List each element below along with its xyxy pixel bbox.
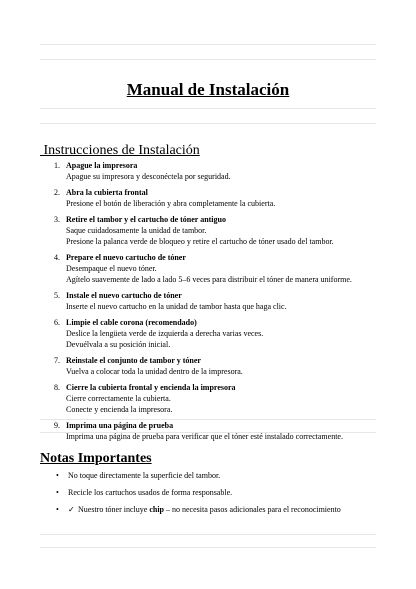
step-item (40, 160, 380, 182)
step-description: Deslice la lengüeta verde de izquierda a derecha varias veces. (66, 329, 264, 338)
note-text: No toque directamente la superficie del tambor. (68, 471, 221, 480)
step-description: Desempaque el nuevo tóner. (66, 264, 157, 273)
bullet-icon: • (56, 471, 59, 480)
steps-list (40, 160, 380, 447)
step-item (40, 355, 380, 377)
step-item (40, 420, 380, 442)
step-description: Imprima una página de prueba para verificar que el tóner esté instalado correctamente. (66, 432, 343, 441)
step-description: Cierre correctamente la cubierta. (66, 394, 171, 403)
divider (40, 547, 376, 548)
step-description: Agítelo suavemente de lado a lado 5–6 veces para distribuir el tóner de manera uniforme. (66, 275, 352, 284)
step-number: 2. (54, 188, 60, 197)
step-description: Presione el botón de liberación y abra completamente la cubierta. (66, 199, 276, 208)
step-number: 7. (54, 356, 60, 365)
page-title: Manual de Instalación (126, 80, 290, 99)
step-title: Apague la impresora (66, 161, 138, 170)
step-item (40, 214, 380, 247)
step-title: Abra la cubierta frontal (66, 188, 148, 197)
step-title: Prepare el nuevo cartucho de tóner (66, 253, 186, 262)
bullet-icon: • (56, 488, 59, 497)
step-item (40, 290, 380, 312)
note-text: – no necesita pasos adicionales para el reconocimiento (163, 505, 341, 514)
step-item (40, 317, 380, 350)
divider (40, 534, 376, 535)
step-description: Apague su impresora y desconéctela por seguridad. (66, 172, 231, 181)
step-description: Presione la palanca verde de bloqueo y retire el cartucho de tóner usado del tambor. (66, 237, 334, 246)
step-description: Saque cuidadosamente la unidad de tambor. (66, 226, 207, 235)
step-number: 6. (54, 318, 60, 327)
step-title: Retire el tambor y el cartucho de tóner antiguo (66, 215, 226, 224)
step-title: Imprima una página de prueba (66, 421, 174, 430)
step-number: 8. (54, 383, 60, 392)
divider (40, 59, 376, 60)
note-text: Recicle los cartuchos usados de forma responsable. (68, 488, 233, 497)
step-title: Reinstale el conjunto de tambor y tóner (66, 356, 201, 365)
note-item (40, 470, 380, 481)
note-bold-text: chip (149, 505, 164, 514)
step-title: Limpie el cable corona (recomendado) (66, 318, 197, 327)
note-item (40, 487, 380, 498)
divider (40, 123, 376, 124)
step-item (40, 252, 380, 285)
step-item (40, 382, 380, 415)
bullet-icon: • (56, 505, 59, 514)
step-title: Cierre la cubierta frontal y encienda la impresora (66, 383, 236, 392)
instructions-heading: Instrucciones de Instalación (40, 143, 200, 158)
step-description: Devuélvala a su posición inicial. (66, 340, 171, 349)
divider (40, 44, 376, 45)
note-text: Nuestro tóner incluye (78, 505, 150, 514)
step-number: 4. (54, 253, 60, 262)
step-description: Conecte y encienda la impresora. (66, 405, 173, 414)
note-item (40, 504, 380, 515)
notes-list (40, 470, 380, 521)
step-description: Vuelva a colocar toda la unidad dentro de la impresora. (66, 367, 243, 376)
step-description: Inserte el nuevo cartucho en la unidad de tambor hasta que haga clic. (66, 302, 287, 311)
step-number: 9. (54, 421, 60, 430)
step-number: 5. (54, 291, 60, 300)
step-item (40, 187, 380, 209)
divider (40, 108, 376, 109)
notes-heading: Notas Importantes (40, 451, 152, 466)
step-number: 1. (54, 161, 60, 170)
check-icon: ✓ (68, 505, 75, 514)
step-title: Instale el nuevo cartucho de tóner (66, 291, 182, 300)
step-number: 3. (54, 215, 60, 224)
